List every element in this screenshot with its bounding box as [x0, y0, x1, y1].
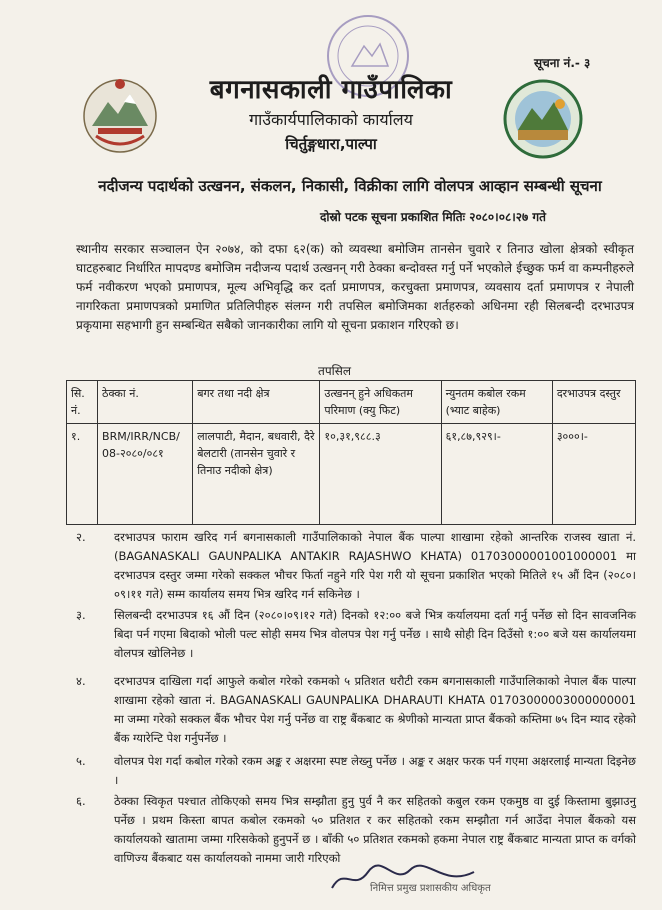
table-cell: BRM/IRR/NCB/ 08-२०८०/०८१ — [98, 424, 193, 525]
table-cell: लालपाटी, मैदान, बधवारी, दैरे बेलटारी (तानसेन चुवारे र तिनाउ नदीको क्षेत्र) — [193, 424, 320, 525]
table-header-row — [67, 381, 636, 424]
schedule-heading: तपसिल — [318, 364, 352, 378]
condition-text: सिलबन्दी दरभाउपत्र १६ औं दिन (२०८०।०९।१२ गते) दिनको १२:०० बजे भित्र कर्यालयमा दर्ता गर्नु पर्नेछ सो दिन सावजनिक बिदा पर्न गएमा बिदाको भोली पल्ट सोही समय भित्र वोलपत्र पेश गर्नु पर्नेछ । साथै सोही दिन दिउँसो १:०० बजे यस कार्यालयमा वोलपत्र खोलिनेछ । — [114, 608, 636, 660]
header-cell: दरभाउपत्र दस्तुर — [552, 381, 635, 424]
office-address: चिर्तुङ्गधारा,पाल्पा — [285, 135, 377, 153]
condition-number: ३. — [76, 608, 86, 622]
condition-number: ५. — [76, 754, 86, 768]
condition-text: ठेक्का स्विकृत पश्चात तोकिएको समय भित्र सम्झौता हुनु पुर्व नै कर सहितको कबुल रकम एकमुष्ठ वा दुई किस्तामा बुझाउनु पर्नेछ । प्रथम किस्ता बापत कबोल रकमको ५० प्रतिशत र कर सहितको रकम सम्झौता गर्न आउँदा नेपाल बैंकको यस कार्यालयको खातामा जम्मा गरिसकेको हुनुपर्ने छ । बाँकी ५० प्रतिशत रकमको हकमा नेपाल राष्ट्र बैंकबाट मान्यता प्राप्त क वर्गको वाणिज्य बैंकबाट यस कार्यालयको नाममा जारी गरिएको — [114, 794, 636, 865]
condition-text: वोलपत्र पेश गर्दा कबोल गरेको रकम अङ्क र अक्षरमा स्पष्ट लेख्नु पर्नेछ । अङ्क र अक्षर फरक पर्न गएमा अक्षरलाई मान्यता दिइनेछ । — [114, 754, 636, 787]
table-cell: १०,३१,९८८.३ — [320, 424, 441, 525]
publish-date: दोस्रो पटक सूचना प्रकाशित मितिः २०८०।०८।२७ गते — [320, 210, 546, 224]
condition-number: ४. — [76, 674, 86, 688]
header-cell: उत्खनन् हुने अधिकतम परिमाण (क्यु फिट) — [320, 381, 441, 424]
header-cell: न्युनतम कबोल रकम (भ्याट बाहेक) — [441, 381, 552, 424]
table-cell: ६१,८७,९२९।- — [441, 424, 552, 525]
signature-label: निमित्त प्रमुख प्रशासकीय अधिकृत — [370, 883, 491, 894]
office-name: गाउँकार्यपालिकाको कार्यालय — [249, 110, 413, 129]
intro-paragraph: स्थानीय सरकार सञ्चालन ऐन २०७४, को दफा ६२(क) को व्यवस्था बमोजिम तानसेन चुवारे र तिनाउ खोला क्षेत्रको स्वीकृत घाटहरुबाट निर्धारित मापदण्ड बमोजिम नदीजन्य पदार्थ उत्खनन् गरी ठेक्का बन्दोवस्त गर्नु पर्ने भएकोले ईच्छुक फर्म वा कम्पनीहरुले फर्म नवीकरण भएको प्रमाणपत्र, मूल्य अभिवृद्धि कर दर्ता प्रमाणपत्र, करचुक्ता प्रमाणपत्र, व्यवसाय दर्ता प्रमाणपत्र र नेपाली नागरिकता प्रमाणपत्रको प्रमाणित प्रतिलिपीहरु संलग्न गरी तपसिल बमोजिमका शर्तहरुको अधिनमा रही सिलबन्दी दरभाउपत्र प्रकृयामा सहभागी हुन सम्बन्धित सबैको जानकारीका लागि यो सूचना प्रकाशन गरिएको छ। — [76, 242, 634, 332]
condition-number: ६. — [76, 794, 86, 808]
table-cell: १. — [67, 424, 98, 525]
notice-number: सूचना नं.- ३ — [534, 56, 591, 70]
condition-number: २. — [76, 530, 86, 544]
tender-table — [66, 380, 636, 525]
header-cell: सि. नं. — [67, 381, 98, 424]
condition-text: दरभाउपत्र फाराम खरिद गर्न बगनासकाली गाउँपालिकाको नेपाल बैंक पाल्पा शाखामा रहेको आन्तरिक राजस्व खाता नं. (BAGANASKALI GAUNPALIKA ANTAKIR RAJASHWO KHATA) 01703000001001000001 मा दरभाउपत्र दस्तुर जम्मा गरेको सक्कल भौचर फिर्ता नहुने गरि पेश गरी यो सूचना प्रकाशित भएको मितिले १५ औं दिन (२०८०।०९।११ गते) सम्म कार्यालय समय भित्र खरिद गर्न सकिनेछ । — [114, 530, 636, 601]
condition-text: दरभाउपत्र दाखिला गर्दा आफुले कबोल गरेको रकमको ५ प्रतिशत धरौटी रकम बगनासकाली गाउँपालिकाको नेपाल बैंक पाल्पा शाखामा रहेको खाता नं. BAGANASKALI GAUNPALIKA DHARAUTI KHATA 01703000003000000001 मा जम्मा गरेको सक्कल बैंक भौचर पेश गर्नु पर्नेछ वा राष्ट्र बैंकबाट क श्रेणीको मान्यता प्राप्त बैंकको कम्तिमा ७५ दिन म्याद रहेको बैंक ग्यारेन्टि पेश गर्नुपर्नेछ । — [114, 674, 636, 745]
table-cell: ३०००।- — [552, 424, 635, 525]
header-cell: बगर तथा नदी क्षेत्र — [193, 381, 320, 424]
notice-subject: नदीजन्य पदार्थको उत्खनन, संकलन, निकासी, विक्रीका लागि वोलपत्र आव्हान सम्बन्धी सूचना — [98, 177, 602, 195]
municipality-title: बगनासकाली गाउँपालिका — [209, 75, 453, 105]
table-row — [67, 424, 636, 525]
header-cell: ठेक्का नं. — [98, 381, 193, 424]
